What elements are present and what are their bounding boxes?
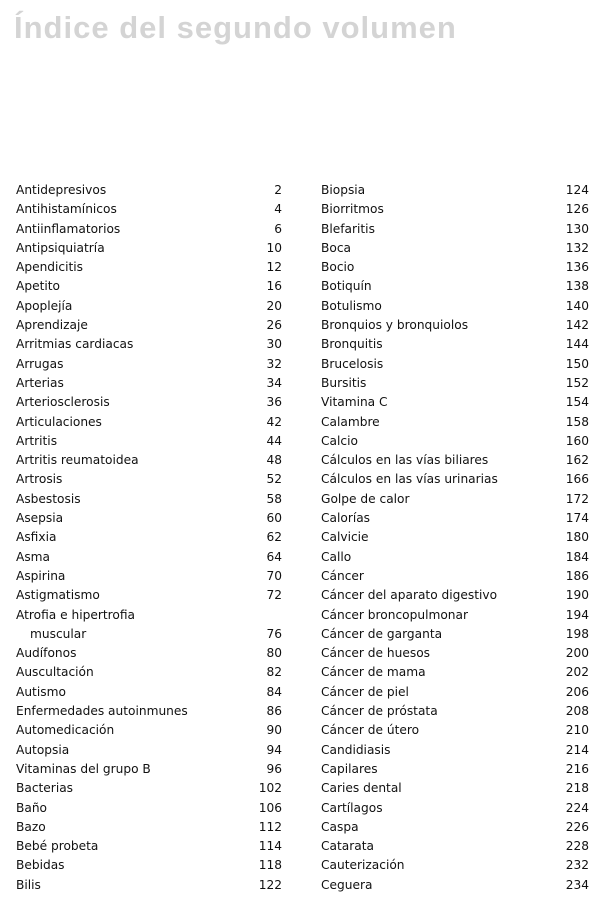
index-page-number: 172 [565,491,589,506]
index-term: Arrugas [16,356,64,371]
index-entry [16,393,282,412]
index-entry [16,316,282,335]
index-page-number: 224 [565,800,589,815]
index-page-number: 174 [565,511,589,526]
index-page-number: 62 [266,530,282,545]
index-entry [16,335,282,354]
index-page-number: 42 [266,414,282,429]
index-entry [321,625,589,644]
index-page-number: 80 [266,646,282,661]
index-entry [321,451,589,470]
index-entry [321,779,589,798]
index-term: Asepsia [16,511,64,526]
index-page-number: 26 [266,318,282,333]
index-entry [321,837,589,856]
index-entry [321,432,589,451]
index-page-number: 10 [266,240,282,255]
index-page-number: 180 [565,530,589,545]
index-term: Caspa [321,819,359,834]
index-entry [16,258,282,277]
index-entry [16,413,282,432]
index-page-number: 12 [266,260,282,275]
index-term: Calcio [321,433,358,448]
index-page-number: 20 [266,298,282,313]
index-term: Cáncer de útero [321,723,420,738]
index-term: Biopsia [321,183,366,197]
index-page-number: 126 [565,202,589,217]
index-term: Cáncer de huesos [321,646,430,661]
index-page-number: 112 [258,819,282,834]
index-entry [16,297,282,316]
index-entry [321,606,589,625]
index-page-number: 102 [258,781,282,796]
index-page-number: 60 [266,511,282,526]
index-entry [16,856,282,875]
index-term: Astigmatismo [16,588,100,603]
index-term: Autopsia [16,742,70,757]
index-entry [16,509,282,528]
index-term: Apoplejía [16,298,73,313]
index-page-number: 202 [565,665,589,680]
index-term: Cálculos en las vías biliares [321,453,489,468]
index-column-left [16,181,282,895]
index-entry [16,721,282,740]
index-page-number: 70 [266,568,282,583]
index-entry [16,702,282,721]
index-entry [321,374,589,393]
index-term: Botulismo [321,298,382,313]
index-page-number: 58 [266,491,282,506]
index-page-number: 16 [266,279,282,294]
index-term: Biorritmos [321,202,384,217]
index-term: Bebé probeta [16,839,99,854]
index-entry [321,181,589,200]
index-term: Antipsiquiatría [16,240,105,255]
index-entry [321,663,589,682]
index-page-number: 144 [565,337,589,352]
index-term: Boca [321,240,351,255]
index-entry [16,277,282,296]
index-entry [321,200,589,219]
index-term: Audífonos [16,646,77,661]
index-page-number: 84 [266,684,282,699]
index-entry [16,606,282,625]
index-entry [321,683,589,702]
index-page-number: 214 [565,742,589,757]
index-page-number: 118 [258,858,282,873]
index-entry [321,644,589,663]
index-term: Callo [321,549,352,564]
index-page-number: 124 [565,183,589,197]
index-term: Botiquín [321,279,372,294]
index-term: Cáncer [321,568,364,583]
index-entry [16,837,282,856]
index-entry [16,779,282,798]
index-entry [321,818,589,837]
index-page-number: 86 [266,704,282,719]
index-entry [321,490,589,509]
index-term: Enfermedades autoinmunes [16,704,188,719]
index-page-number: 132 [565,240,589,255]
index-page-number: 34 [266,375,282,390]
index-term: Cáncer de piel [321,684,409,699]
index-page-number: 96 [266,761,282,776]
index-term: Blefaritis [321,221,375,236]
index-term: Bilis [16,877,41,892]
index-page-number: 140 [565,298,589,313]
index-entry [321,876,589,895]
index-term: Aprendizaje [16,318,88,333]
index-page-number: 122 [258,877,282,892]
index-page-number: 30 [266,337,282,352]
index-page-number: 130 [565,221,589,236]
index-page-number: 4 [274,202,282,217]
index-page-number: 162 [565,453,589,468]
index-entry [321,277,589,296]
index-page-number: 154 [565,395,589,410]
index-entry [16,548,282,567]
index-term: Asbestosis [16,491,81,506]
index-term: Cáncer del aparato digestivo [321,588,498,603]
index-term: Calvicie [321,530,369,545]
index-term: Arritmias cardiacas [16,337,134,352]
index-term: Apetito [16,279,60,294]
index-entry [321,297,589,316]
index-entry [16,625,282,644]
index-term: Bebidas [16,858,65,873]
index-entry [321,760,589,779]
index-entry [321,470,589,489]
index-term: Cáncer de garganta [321,626,443,641]
index-entry [16,818,282,837]
index-term: Bronquitis [321,337,383,352]
index-page-number: 200 [565,646,589,661]
index-page-number: 206 [565,684,589,699]
index-entry [321,316,589,335]
index-term: Artrosis [16,472,63,487]
index-entry [16,799,282,818]
index-term: Candidiasis [321,742,391,757]
index-entry [321,856,589,875]
index-entry [321,509,589,528]
index-page-number: 76 [266,626,282,641]
index-term: Bazo [16,819,46,834]
index-term: Bacterias [16,781,74,796]
index-page-number: 152 [565,375,589,390]
index-entry [321,220,589,239]
index-entry [16,181,282,200]
index-page-number: 158 [565,414,589,429]
index-term: Golpe de calor [321,491,410,506]
index-entry [321,721,589,740]
index-entry [321,393,589,412]
index-term: Atrofia e hipertrofia [16,607,135,622]
index-page-number: 72 [266,588,282,603]
index-entry [16,220,282,239]
index-entry [16,239,282,258]
index-page-number: 36 [266,395,282,410]
index-term: Articulaciones [16,414,102,429]
index-page-number: 82 [266,665,282,680]
index-page-number: 208 [565,704,589,719]
index-entry [16,567,282,586]
index-entry [16,741,282,760]
index-term: Calorías [321,511,371,526]
index-page-number: 150 [565,356,589,371]
index-page-number: 186 [565,568,589,583]
index-term: Auscultación [16,665,94,680]
index-term: Antihistamínicos [16,202,117,217]
index-entry [16,586,282,605]
index-page-number: 198 [565,626,589,641]
index-page-number: 228 [565,839,589,854]
index-term: Cáncer de próstata [321,704,438,719]
index-term: Artritis reumatoidea [16,453,139,468]
index-term: Antiinflamatorios [16,221,121,236]
index-entry [16,432,282,451]
index-term: Calambre [321,414,380,429]
index-term: muscular [30,626,87,641]
index-term: Catarata [321,839,374,854]
index-term: Caries dental [321,781,402,796]
index-term: Autismo [16,684,66,699]
index-term: Cartílagos [321,800,383,815]
index-page-number: 106 [258,800,282,815]
index-term: Bocio [321,260,355,275]
index-page-number: 190 [565,588,589,603]
index-page-number: 232 [565,858,589,873]
index-page-number: 184 [565,549,589,564]
index-entry [321,586,589,605]
index-entry [16,760,282,779]
index-entry [321,335,589,354]
index-page-number: 6 [274,221,282,236]
index-term: Cáncer de mama [321,665,426,680]
index-entry [16,663,282,682]
index-term: Vitamina C [321,395,388,410]
index-term: Artritis [16,433,58,448]
page-title: Índice del segundo volumen [14,10,457,45]
index-page-number: 94 [266,742,282,757]
index-entry [16,683,282,702]
index-entry [16,355,282,374]
index-page-number: 210 [565,723,589,738]
index-page-number: 32 [266,356,282,371]
index-term: Capilares [321,761,378,776]
index-term: Bronquios y bronquiolos [321,318,469,333]
index-page-number: 166 [565,472,589,487]
index-term: Antidepresivos [16,183,107,197]
index-entry [321,548,589,567]
index-term: Brucelosis [321,356,384,371]
index-page-number: 226 [565,819,589,834]
index-page-number: 90 [266,723,282,738]
index-entry [321,799,589,818]
index-page-number: 216 [565,761,589,776]
index-entry [321,413,589,432]
index-column-right [321,181,589,895]
index-term: Automedicación [16,723,115,738]
index-term: Aspirina [16,568,66,583]
index-term: Baño [16,800,48,815]
index-page-number: 136 [565,260,589,275]
index-page-number: 52 [266,472,282,487]
index-term: Asfixia [16,530,57,545]
index-entry [16,644,282,663]
index-page-number: 194 [565,607,589,622]
index-page-number: 114 [258,839,282,854]
index-term: Cauterización [321,858,405,873]
index-term: Cálculos en las vías urinarias [321,472,498,487]
index-term: Asma [16,549,51,564]
index-entry [16,490,282,509]
index-term: Arterias [16,375,64,390]
index-term: Cáncer broncopulmonar [321,607,468,622]
index-page-number: 48 [266,453,282,468]
index-entry [16,876,282,895]
index-entry [321,258,589,277]
index-entry [321,239,589,258]
index-entry [321,528,589,547]
index-entry [321,355,589,374]
index-term: Ceguera [321,877,373,892]
index-page-number: 2 [274,183,282,197]
index-term: Bursitis [321,375,367,390]
index-entry [16,470,282,489]
index-page-number: 64 [266,549,282,564]
index-entry [321,567,589,586]
index-page-number: 138 [565,279,589,294]
index-entry [16,374,282,393]
index-page-number: 160 [565,433,589,448]
index-entry [16,451,282,470]
index-page-number: 218 [565,781,589,796]
index-entry [16,528,282,547]
index-page-number: 234 [565,877,589,892]
index-term: Arteriosclerosis [16,395,110,410]
index-page-number: 142 [565,318,589,333]
index-term: Apendicitis [16,260,84,275]
index-entry [16,200,282,219]
index-entry [321,702,589,721]
index-term: Vitaminas del grupo B [16,761,151,776]
index-entry [321,741,589,760]
index-page-number: 44 [266,433,282,448]
